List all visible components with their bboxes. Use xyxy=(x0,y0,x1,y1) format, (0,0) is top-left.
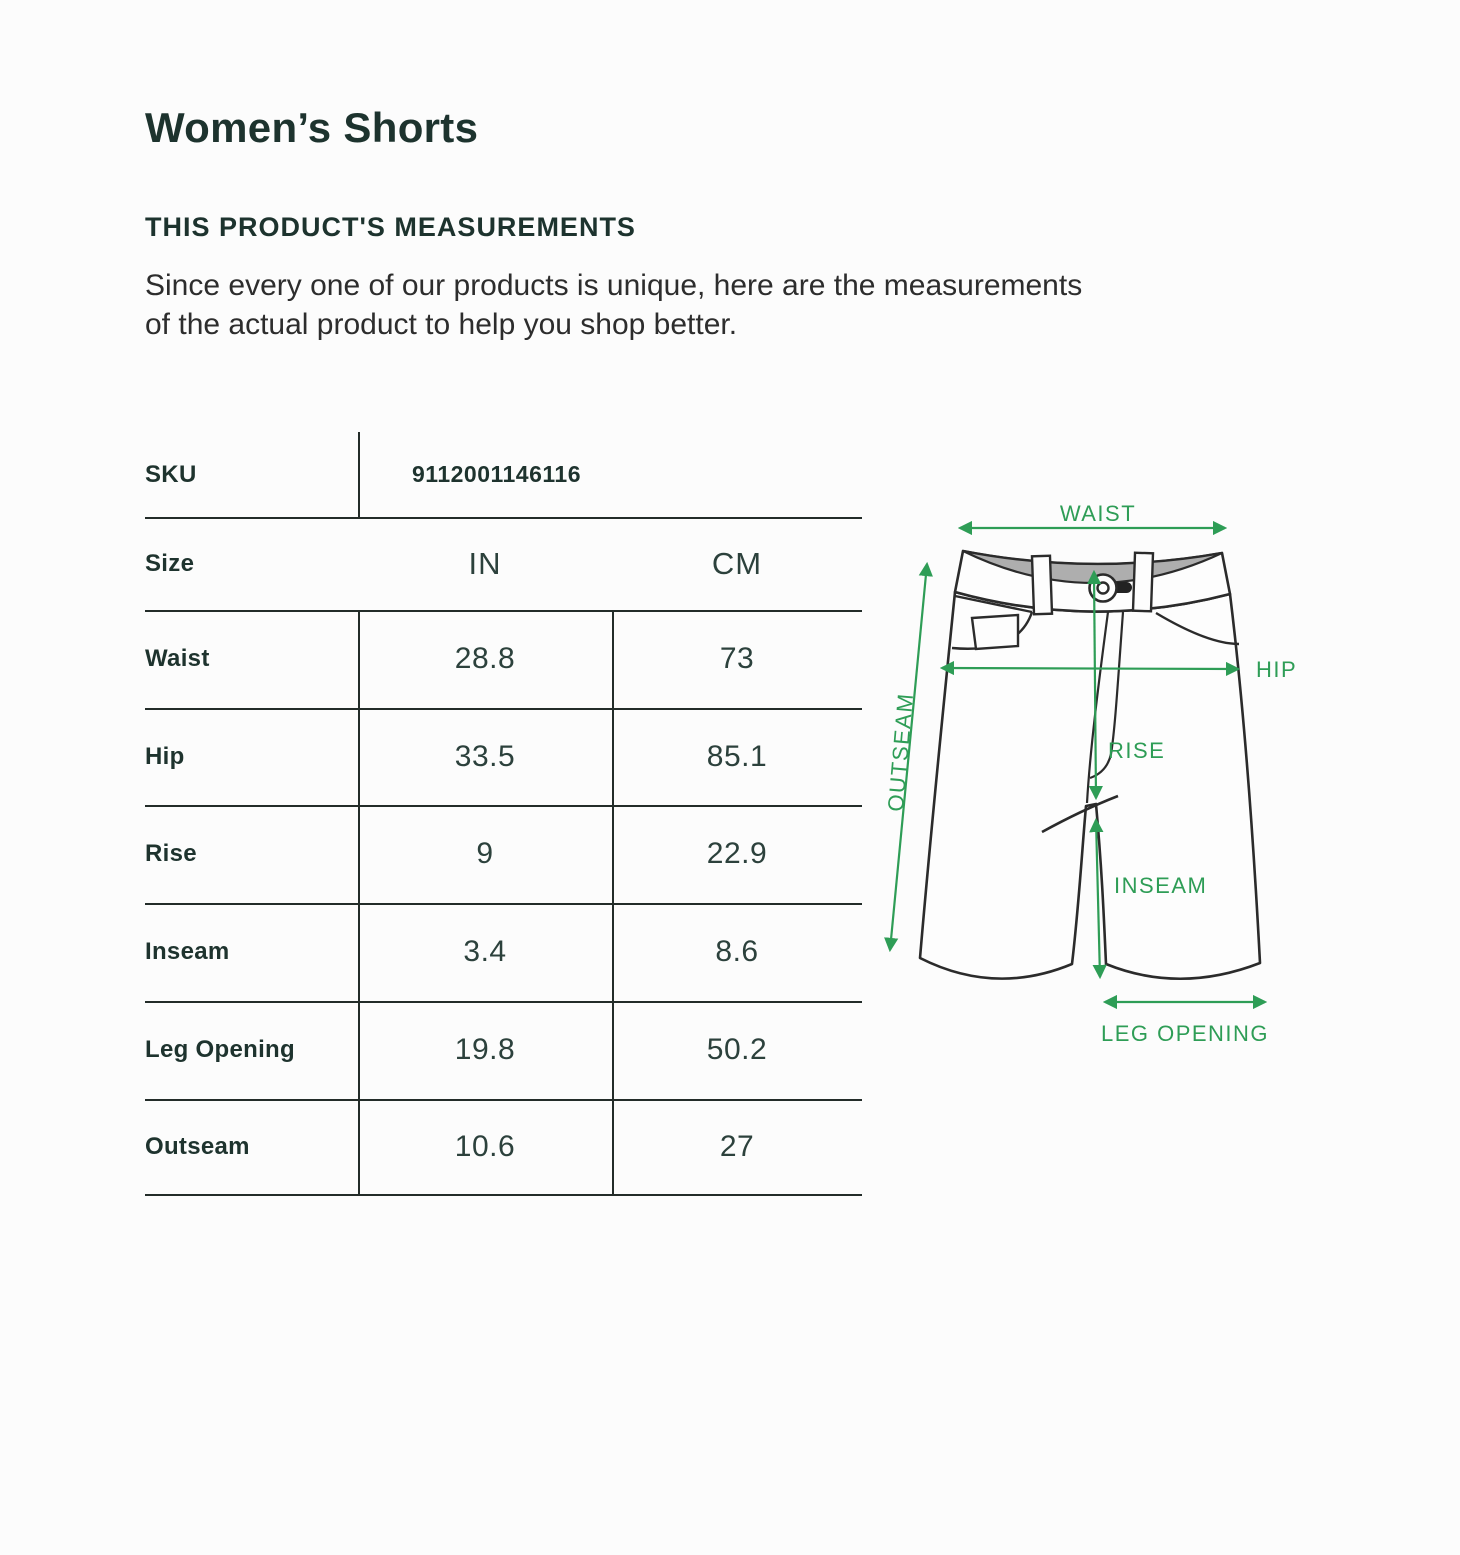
table-row xyxy=(145,1001,862,1099)
button-icon-center xyxy=(1098,583,1109,594)
description-line-2: of the actual product to help you shop better. xyxy=(145,308,738,341)
hip-label: HIP xyxy=(1256,657,1298,682)
belt-loop-left xyxy=(1032,556,1052,615)
row-value-cm: 8.6 xyxy=(715,935,759,968)
waist-label: WAIST xyxy=(1059,501,1137,526)
sku-label: SKU xyxy=(145,460,197,488)
table-row-size xyxy=(145,517,862,610)
unit-header-cm: CM xyxy=(711,545,763,581)
table-row xyxy=(145,708,862,805)
row-value-in: 9 xyxy=(476,837,494,870)
shorts-body-outline xyxy=(920,592,1260,979)
outseam-label: OUTSEAM xyxy=(882,691,919,813)
rise-label: RISE xyxy=(1108,738,1166,763)
size-label: Size xyxy=(145,549,195,577)
row-value-in: 10.6 xyxy=(454,1129,516,1163)
row-value-in: 28.8 xyxy=(454,642,516,675)
description-line-1: Since every one of our products is unique, here are the measurements xyxy=(145,269,1083,302)
row-value-cm: 85.1 xyxy=(706,739,768,773)
row-label: Outseam xyxy=(145,1132,250,1160)
measurements-table xyxy=(145,432,862,1196)
row-value-in: 33.5 xyxy=(454,739,516,773)
table-row xyxy=(145,1099,862,1194)
table-row xyxy=(145,610,862,708)
row-value-cm: 27 xyxy=(719,1129,755,1163)
sku-value: 9112001146116 xyxy=(412,461,581,487)
section-heading: THIS PRODUCT'S MEASUREMENTS xyxy=(145,212,636,242)
leg-opening-label: LEG OPENING xyxy=(1100,1021,1270,1046)
row-label: Rise xyxy=(145,840,197,867)
inseam-label: INSEAM xyxy=(1114,873,1208,898)
left-coin-pocket xyxy=(972,615,1018,649)
row-value-cm: 50.2 xyxy=(706,1033,768,1066)
description xyxy=(145,266,1082,344)
shorts-diagram xyxy=(860,480,1460,1080)
belt-loop-right xyxy=(1133,553,1153,612)
row-value-cm: 73 xyxy=(719,642,755,675)
table-row xyxy=(145,805,862,903)
unit-header-in: IN xyxy=(468,545,502,581)
row-label: Waist xyxy=(145,645,210,672)
row-value-in: 3.4 xyxy=(463,935,507,968)
table-rule xyxy=(145,1194,862,1196)
row-label: Hip xyxy=(145,742,185,770)
row-label: Leg Opening xyxy=(145,1036,295,1063)
hip-arrow xyxy=(942,668,1238,669)
table-row xyxy=(145,903,862,1001)
row-value-cm: 22.9 xyxy=(706,837,768,870)
row-label: Inseam xyxy=(145,938,230,965)
page-title: Women’s Shorts xyxy=(145,104,479,151)
row-value-in: 19.8 xyxy=(454,1033,516,1066)
table-row-sku xyxy=(145,432,862,517)
